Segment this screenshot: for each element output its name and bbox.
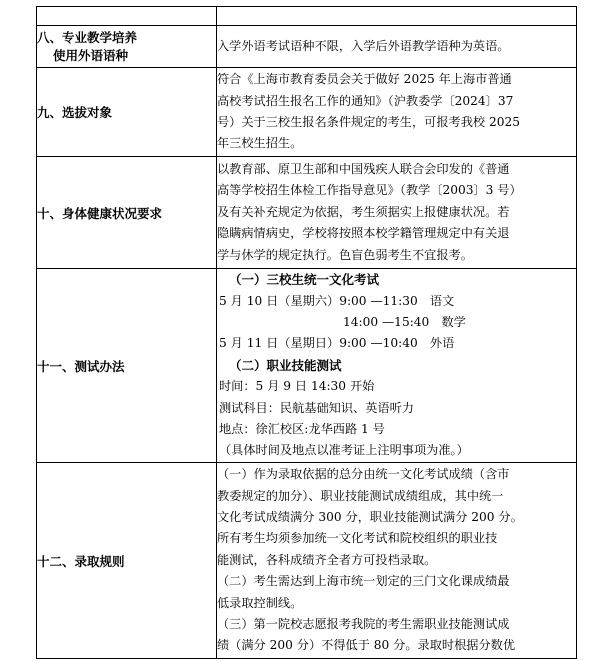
- text-line: （三）第一院校志愿报考我院的考生需职业技能测试成: [217, 617, 510, 632]
- row-label-cell: [37, 7, 217, 26]
- value-foreign-language: [217, 26, 577, 68]
- table-row: [37, 26, 577, 68]
- exam-schedule-line: 5 月 10 日（星期六）9:00 —11:30 语文: [219, 293, 455, 308]
- value-health-requirements: [217, 157, 577, 269]
- value-admission-rules: [217, 463, 577, 659]
- section-title-culture-exam: （一）三校生统一文化考试: [229, 272, 380, 288]
- table-row: [37, 269, 577, 463]
- text-line: 高校考试招生报名工作的通知》（沪教委学〔2024〕37: [217, 93, 514, 108]
- text-line: （二）考生需达到上海市统一划定的三门文化课成绩最: [217, 574, 510, 589]
- exam-schedule-line: 14:00 —15:40 数学: [343, 314, 466, 329]
- row-value-cell: [217, 7, 577, 26]
- text-line: 年三校生招生。: [217, 136, 303, 151]
- text-line: 及有关补充规定为依据，考生须据实上报健康状况。若: [217, 204, 510, 219]
- table-row: [37, 68, 577, 157]
- table-row: [37, 157, 577, 269]
- skill-test-line: 测试科目：民航基础知识、英语听力: [219, 400, 414, 415]
- text-line: （一）作为录取依据的总分由统一文化考试成绩（含市: [217, 467, 510, 482]
- text-line: 隐瞒病情病史，学校将按照本校学籍管理规定中有关退: [217, 226, 510, 241]
- text-line: 以教育部、原卫生部和中国残疾人联合会印发的《普通: [217, 161, 510, 176]
- admission-info-table: [36, 6, 577, 659]
- text-line: 能测试，各科成绩齐全者方可投档录取。: [217, 552, 437, 567]
- value-test-method: [217, 269, 577, 463]
- text-line: 所有考生均须参加统一文化考试和院校组织的职业技: [217, 531, 498, 546]
- skill-test-line: （具体时间及地点以准考证上注明事项为准。）: [219, 443, 469, 458]
- text-line: 绩（满分 200 分）不得低于 80 分。录取时根据分数优: [217, 638, 516, 653]
- text-line: 学与休学的规定执行。色盲色弱考生不宜报考。: [217, 247, 473, 262]
- table-row: [37, 7, 577, 26]
- exam-schedule-line: 5 月 11 日（星期日）9:00 —10:40 外语: [219, 336, 455, 351]
- text-line: 入学外语考试语种不限，入学后外语教学语种为英语。: [217, 38, 510, 53]
- label-admission-rules: 十二、录取规则: [37, 463, 217, 659]
- skill-test-line: 地点：徐汇校区:龙华西路 1 号: [219, 422, 385, 437]
- section-title-skill-test: （二）职业技能测试: [229, 357, 342, 373]
- label-health-requirements: 十、身体健康状况要求: [37, 157, 217, 269]
- text-line: 号）关于三校生报名条件规定的考生，可报考我校 2025: [217, 115, 521, 129]
- text-line: 高等学校招生体检工作指导意见》（教学〔2003〕3 号）: [217, 183, 522, 198]
- text-line: 文化考试成绩满分 300 分，职业技能测试满分 200 分。: [217, 509, 523, 524]
- value-selection-target: [217, 68, 577, 157]
- skill-test-line: 时间：5 月 9 日 14:30 开始: [219, 379, 375, 394]
- table-row: [37, 463, 577, 659]
- text-line: 低录取控制线。: [217, 595, 303, 610]
- text-line: 教委规定的加分）、职业技能测试成绩组成，其中统一: [217, 488, 504, 503]
- label-test-method: 十一、测试办法: [37, 269, 217, 463]
- label-selection-target: 九、选拔对象: [37, 68, 217, 157]
- label-foreign-language: 八、专业教学培养 使用外语语种: [37, 26, 217, 68]
- text-line: 符合《上海市教育委员会关于做好 2025 年上海市普通: [217, 72, 512, 87]
